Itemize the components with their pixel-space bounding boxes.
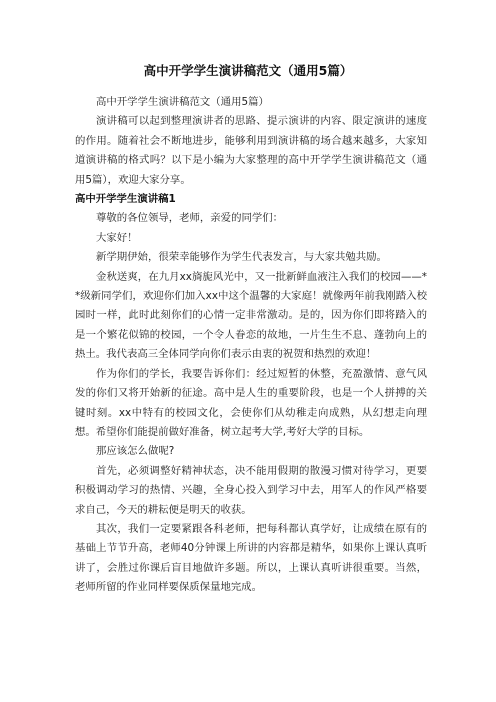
document-body [75, 93, 427, 598]
intro-paragraph: 演讲稿可以起到整理演讲者的思路、提示演讲的内容、限定演讲的速度的作用。随着社会不断地进步，能够利用到演讲稿的场合越来越多，大家知道演讲稿的格式吗？以下是小编为大家整理的高中开学学生演讲稿范文（通用5篇），欢迎大家分享。 [75, 115, 427, 186]
body-paragraph: 金秋送爽，在九月xx旖旎风光中，又一批新鲜血液注入我们的校园——**级新同学们，欢迎你们加入xx中这个温馨的大家庭！就像两年前我刚踏入校园时一样，此时此刻你们的心情一定非常激动。是的，因为你们即将踏入的是一个繁花似锦的校园，一个令人眷恋的故地，一片生生不息、蓬勃向上的热土。我代表高三全体同学向你们表示由衷的祝贺和热烈的欢迎！ [75, 270, 427, 361]
salutation-paragraph: 尊敬的各位领导，老师，亲爱的同学们： [96, 212, 284, 225]
body-paragraph: 首先，必须调整好精神状态，决不能用假期的散漫习惯对待学习，更要积极调动学习的热情、兴趣，全身心投入到学习中去，用军人的作风严格要求自己，今天的耕耘便是明天的收获。 [75, 464, 427, 516]
subtitle-paragraph: 高中开学学生演讲稿范文（通用5篇） [96, 96, 269, 108]
greeting-paragraph: 大家好！ [96, 231, 138, 244]
body-paragraph: 其次，我们一定要紧跟各科老师，把每科都认真学好，让成绩在原有的基础上节节升高，老师40分钟课上所讲的内容都是精华，如果你上课认真听讲了，会胜过你课后盲目地做许多题。所以，上课认真听讲很重要。当然，老师所留的作业同样要保质保量地完成。 [75, 522, 427, 594]
body-paragraph: 作为你们的学长，我要告诉你们：经过短暂的休整，充盈激情、意气风发的你们又将开始新的征途。高中是人生的重要阶段，也是一个人拼搏的关键时刻。xx中特有的校园文化，会使你们从幼稚走向成熟，从幻想走向理想。希望你们能提前做好准备，树立起考大学,考好大学的目标。 [75, 367, 427, 438]
document-title: 高中开学学生演讲稿范文（通用5篇） [143, 63, 353, 78]
body-paragraph: 那应该怎么做呢? [96, 445, 175, 458]
section-heading: 高中开学学生演讲稿1 [75, 193, 176, 206]
body-paragraph: 新学期伊始，很荣幸能够作为学生代表发言，与大家共勉共励。 [96, 251, 387, 264]
